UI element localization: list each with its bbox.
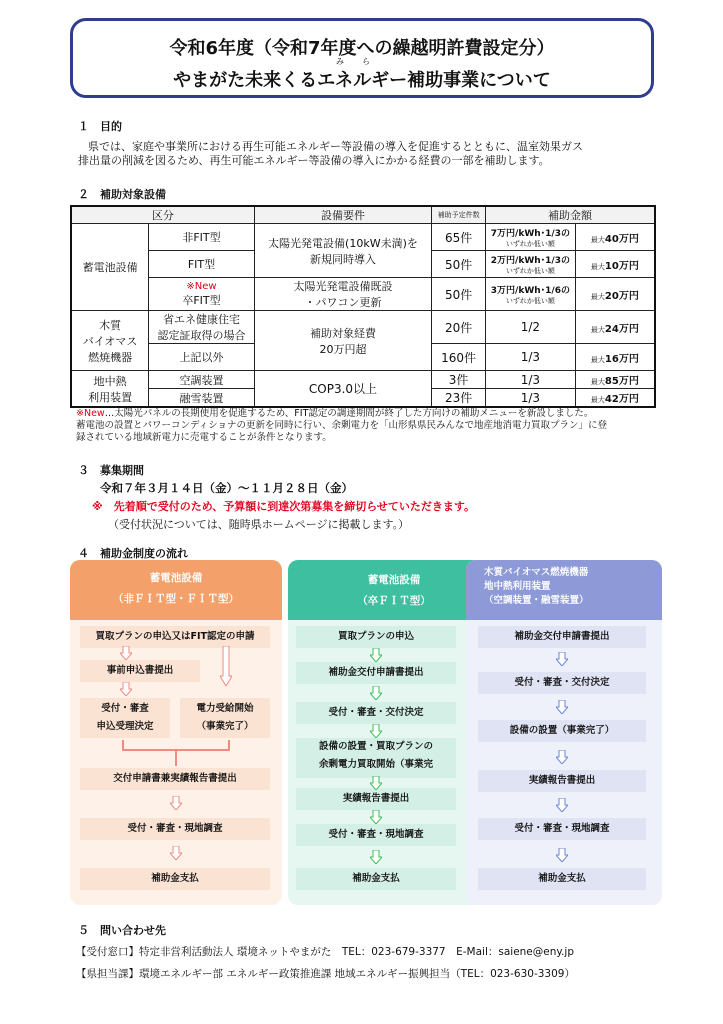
col3-step3: 設備の設置（事業完了） xyxy=(478,720,646,742)
count-other: 160件 xyxy=(432,344,486,371)
count-sotsu: 50件 xyxy=(432,278,486,311)
note-line3: 録されている地域新電力に売電することが条件となります。 xyxy=(76,432,332,443)
max-sotsu: 最大20万円 xyxy=(575,278,655,311)
battery-label: 蓄電池設備 xyxy=(71,224,149,311)
section5-heading: ５ 問い合わせ先 xyxy=(78,924,166,937)
contact-reception: 【受付窓口】特定非営利活動法人 環境ネットやまがた TEL：023-679-3377 E-Mail：saiene@eny.jp xyxy=(76,946,575,958)
geo-requirement: COP3.0以上 xyxy=(254,371,431,408)
arrow-down-icon xyxy=(370,648,382,662)
merge-arrow-icon xyxy=(120,740,232,766)
max-eco: 最大24万円 xyxy=(575,311,655,344)
arrow-down-icon xyxy=(556,750,568,764)
period: 令和７年３月１４日（金）～１１月２８日（金） xyxy=(100,481,353,495)
title-ruby: みら xyxy=(336,57,388,66)
col1-step1: 買取プランの申込又はFIT認定の申請 xyxy=(80,626,270,648)
type-eco: 省エネ健康住宅 認定証取得の場合 xyxy=(149,311,255,344)
type-ac: 空調装置 xyxy=(149,371,255,389)
arrow-down-icon xyxy=(556,652,568,666)
col2-step1: 買取プランの申込 xyxy=(296,626,456,648)
arrow-down-icon xyxy=(220,646,232,686)
rate-nonfit: 7万円/kWh･1/3の いずれか低い額 xyxy=(486,224,576,251)
type-snow: 融雪装置 xyxy=(149,389,255,408)
arrow-down-icon xyxy=(556,700,568,714)
arrow-down-icon xyxy=(120,646,132,660)
section2-heading: ２ 補助対象設備 xyxy=(78,188,166,201)
max-ac: 最大85万円 xyxy=(575,371,655,389)
count-eco: 20件 xyxy=(432,311,486,344)
arrow-down-icon xyxy=(556,848,568,862)
col1-step6: 補助金支払 xyxy=(80,868,270,890)
rate-fit: 2万円/kWh･1/3の いずれか低い額 xyxy=(486,251,576,278)
max-fit: 最大10万円 xyxy=(575,251,655,278)
arrow-down-icon xyxy=(370,850,382,864)
max-nonfit: 最大40万円 xyxy=(575,224,655,251)
col2-head: 蓄電池設備 （卒ＦＩＴ型） xyxy=(288,560,500,620)
arrow-down-icon xyxy=(556,798,568,812)
sotsu-requirement: 太陽光発電設備既設 ・パワコン更新 xyxy=(254,278,431,311)
count-snow: 23件 xyxy=(432,389,486,408)
header-planned: 補助予定件数 xyxy=(432,206,486,224)
count-ac: 3件 xyxy=(432,371,486,389)
type-other: 上記以外 xyxy=(149,344,255,371)
arrow-down-icon xyxy=(370,776,382,790)
col2-step7: 補助金支払 xyxy=(296,868,456,890)
col1-step2: 事前申込書提出 xyxy=(80,660,200,682)
header-amount: 補助金額 xyxy=(486,206,655,224)
count-fit: 50件 xyxy=(432,251,486,278)
arrow-down-icon xyxy=(370,724,382,738)
col1-step3-power: 電力受給開始 （事業完了） xyxy=(180,698,270,738)
col2-step6: 受付・審査・現地調査 xyxy=(296,824,456,846)
col1-step4: 交付申請書兼実績報告書提出 xyxy=(80,768,270,790)
col1-head: 蓄電池設備 （非ＦＩＴ型・ＦＩＴ型） xyxy=(70,560,282,620)
section1-text1: 県では、家庭や事業所における再生可能エネルギー等設備の導入を促進するとともに、温室効果ガス xyxy=(88,140,583,153)
arrow-down-icon xyxy=(170,796,182,810)
header-requirement: 設備要件 xyxy=(254,206,431,224)
max-other: 最大16万円 xyxy=(575,344,655,371)
arrow-down-icon xyxy=(370,810,382,824)
biomass-label: 木質 バイオマス 燃焼機器 xyxy=(71,311,149,371)
section1-text2: 排出量の削減を図るため、再生可能エネルギー等設備の導入にかかる経費の一部を補助します。 xyxy=(78,154,550,167)
col3-step4: 実績報告書提出 xyxy=(478,770,646,792)
col2-step5: 実績報告書提出 xyxy=(296,788,456,810)
first-come-warning: ※ 先着順で受付のため、予算額に到達次第募集を締切らせていただきます。 xyxy=(92,500,476,513)
header-category: 区分 xyxy=(71,206,254,224)
col1-step5: 受付・審査・現地調査 xyxy=(80,818,270,840)
count-nonfit: 65件 xyxy=(432,224,486,251)
type-nonfit: 非FIT型 xyxy=(149,224,255,251)
type-sotsu: ※New 卒FIT型 xyxy=(149,278,255,311)
flow-col-battery-fit xyxy=(70,560,282,905)
section4-heading: ４ 補助金制度の流れ xyxy=(78,547,188,560)
col3-step1: 補助金交付申請書提出 xyxy=(478,626,646,648)
note-line1: ※New…太陽光パネルの長期使用を促進するため、FIT認定の調達期間が終了した方向けの補助メニューを新設しました。 xyxy=(76,408,594,419)
geo-label: 地中熱 利用装置 xyxy=(71,371,149,408)
col3-step5: 受付・審査・現地調査 xyxy=(478,818,646,840)
section1-heading: １ 目的 xyxy=(78,120,122,133)
arrow-down-icon xyxy=(370,686,382,700)
battery-requirement: 太陽光発電設備(10kW未満)を 新規同時導入 xyxy=(254,224,431,278)
col1-step3: 受付・審査 申込受理決定 xyxy=(80,698,170,738)
type-fit: FIT型 xyxy=(149,251,255,278)
rate-ac: 1/3 xyxy=(486,371,576,389)
contact-prefecture: 【県担当課】環境エネルギー部 エネルギー政策推進課 地域エネルギー振興担当（TEL：023-630-3309） xyxy=(76,968,575,980)
rate-sotsu: 3万円/kWh･1/6の いずれか低い額 xyxy=(486,278,576,311)
flow-col-biomass-geo xyxy=(466,560,662,905)
biomass-requirement: 補助対象経費 20万円超 xyxy=(254,311,431,371)
col2-step4: 設備の設置・買取プランの 余剰電力買取開始（事業完 xyxy=(296,738,456,778)
rate-snow: 1/3 xyxy=(486,389,576,408)
col2-step3: 受付・審査・交付決定 xyxy=(296,702,456,724)
max-snow: 最大42万円 xyxy=(575,389,655,408)
rate-eco: 1/2 xyxy=(486,311,576,344)
col3-head: 木質バイオマス燃焼機器 地中熱利用装置 （空調装置・融雪装置） xyxy=(466,560,662,620)
note-line2: 蓄電池の設置とパワーコンディショナの更新を同時に行い、余剰電力を「山形県県民みんなで地産地消電力買取プラン」に登 xyxy=(76,420,608,431)
col3-step2: 受付・審査・交付決定 xyxy=(478,672,646,694)
page-title-line1: 令和6年度（令和7年度への繰越明許費設定分） xyxy=(169,38,555,59)
page-title-line2: やまがた未来くるエネルギー補助事業について xyxy=(173,70,551,91)
rate-other: 1/3 xyxy=(486,344,576,371)
arrow-down-icon xyxy=(120,682,132,696)
section3-heading: ３ 募集期間 xyxy=(78,464,144,477)
col2-step2: 補助金交付申請書提出 xyxy=(296,662,456,684)
subsidy-table xyxy=(70,205,656,408)
status-note: （受付状況については、随時県ホームページに掲載します。） xyxy=(108,518,410,531)
col3-step6: 補助金支払 xyxy=(478,868,646,890)
arrow-down-icon xyxy=(170,846,182,860)
